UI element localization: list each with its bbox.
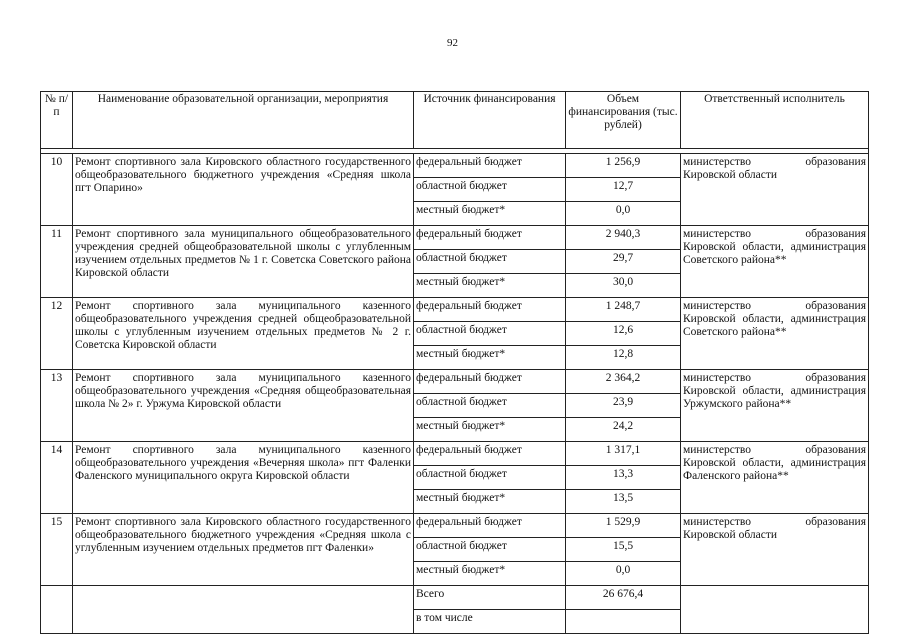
row-number: 12 [41,298,73,370]
funding-amount: 1 529,9 [566,514,681,538]
table-row [41,370,869,394]
col-header-volume: Объем финансирования (тыс. рублей) [566,92,681,149]
funding-source: областной бюджет [414,394,566,418]
funding-source: федеральный бюджет [414,442,566,466]
table-row [41,442,869,466]
total-value: 26 676,4 [566,586,681,610]
total-resp-empty [681,586,869,634]
responsible-executor: министерство образования Кировской области, администрация Советского района** [681,298,869,370]
funding-amount: 24,2 [566,418,681,442]
funding-source: федеральный бюджет [414,514,566,538]
funding-amount: 1 317,1 [566,442,681,466]
funding-amount: 30,0 [566,274,681,298]
event-name: Ремонт спортивного зала муниципального общеобразовательного учреждения средней общеобразовательной школы с углубленным изучением отдельных предметов № 1 г. Советска Советского района Кировской области [73,226,414,298]
row-number: 11 [41,226,73,298]
funding-source: местный бюджет* [414,418,566,442]
funding-amount: 1 248,7 [566,298,681,322]
funding-amount: 2 364,2 [566,370,681,394]
funding-source: федеральный бюджет [414,226,566,250]
responsible-executor: министерство образования Кировской области, администрация Фаленского района** [681,442,869,514]
col-header-source: Источник финансирования [414,92,566,149]
funding-source: местный бюджет* [414,346,566,370]
responsible-executor: министерство образования Кировской области, администрация Уржумского района** [681,370,869,442]
total-sub-label: в том числе [414,610,566,634]
funding-amount: 0,0 [566,562,681,586]
funding-source: областной бюджет [414,466,566,490]
funding-amount: 12,7 [566,178,681,202]
event-name: Ремонт спортивного зала Кировского областного государственного общеобразовательного бюджетного учреждения «Средняя школа пгт Опарино» [73,154,414,226]
funding-source: местный бюджет* [414,274,566,298]
funding-amount: 23,9 [566,394,681,418]
event-name: Ремонт спортивного зала муниципального казенного общеобразовательного учреждения «Вечерняя школа» пгт Фаленки Фаленского муниципального округа Кировской области [73,442,414,514]
total-row [41,586,869,610]
total-sub-value-empty [566,610,681,634]
funding-source: федеральный бюджет [414,370,566,394]
event-name: Ремонт спортивного зала Кировского областного государственного общеобразовательного бюджетного учреждения «Средняя школа с углубленным изучением отдельных предметов пгт Фаленки» [73,514,414,586]
page-number: 92 [447,37,458,49]
funding-amount: 13,3 [566,466,681,490]
total-num-empty [41,586,73,634]
table-row [41,514,869,538]
col-header-num: № п/п [41,92,73,149]
funding-amount: 12,8 [566,346,681,370]
funding-amount: 12,6 [566,322,681,346]
row-number: 10 [41,154,73,226]
responsible-executor: министерство образования Кировской области [681,514,869,586]
funding-source: федеральный бюджет [414,298,566,322]
funding-amount: 13,5 [566,490,681,514]
funding-amount: 0,0 [566,202,681,226]
funding-source: областной бюджет [414,250,566,274]
funding-amount: 2 940,3 [566,226,681,250]
funding-source: областной бюджет [414,178,566,202]
funding-amount: 29,7 [566,250,681,274]
row-number: 14 [41,442,73,514]
funding-source: местный бюджет* [414,562,566,586]
row-number: 15 [41,514,73,586]
table-row [41,154,869,178]
table-row [41,226,869,250]
table-row [41,298,869,322]
funding-source: местный бюджет* [414,202,566,226]
total-label: Всего [414,586,566,610]
col-header-responsible: Ответственный исполнитель [681,92,869,149]
funding-source: федеральный бюджет [414,154,566,178]
total-name-empty [73,586,414,634]
event-name: Ремонт спортивного зала муниципального казенного общеобразовательного учреждения «Средняя общеобразовательная школа № 2» г. Уржума Кировской области [73,370,414,442]
funding-amount: 1 256,9 [566,154,681,178]
col-header-name: Наименование образовательной организации, мероприятия [73,92,414,149]
event-name: Ремонт спортивного зала муниципального казенного общеобразовательного учреждения средней общеобразовательной школы с углубленным изучением отдельных предметов № 2 г. Советска Кировской области [73,298,414,370]
funding-source: местный бюджет* [414,490,566,514]
responsible-executor: министерство образования Кировской области, администрация Советского района** [681,226,869,298]
funding-source: областной бюджет [414,322,566,346]
funding-source: областной бюджет [414,538,566,562]
funding-amount: 15,5 [566,538,681,562]
responsible-executor: министерство образования Кировской области [681,154,869,226]
row-number: 13 [41,370,73,442]
table-header-row [41,92,869,149]
funding-table [40,91,869,634]
